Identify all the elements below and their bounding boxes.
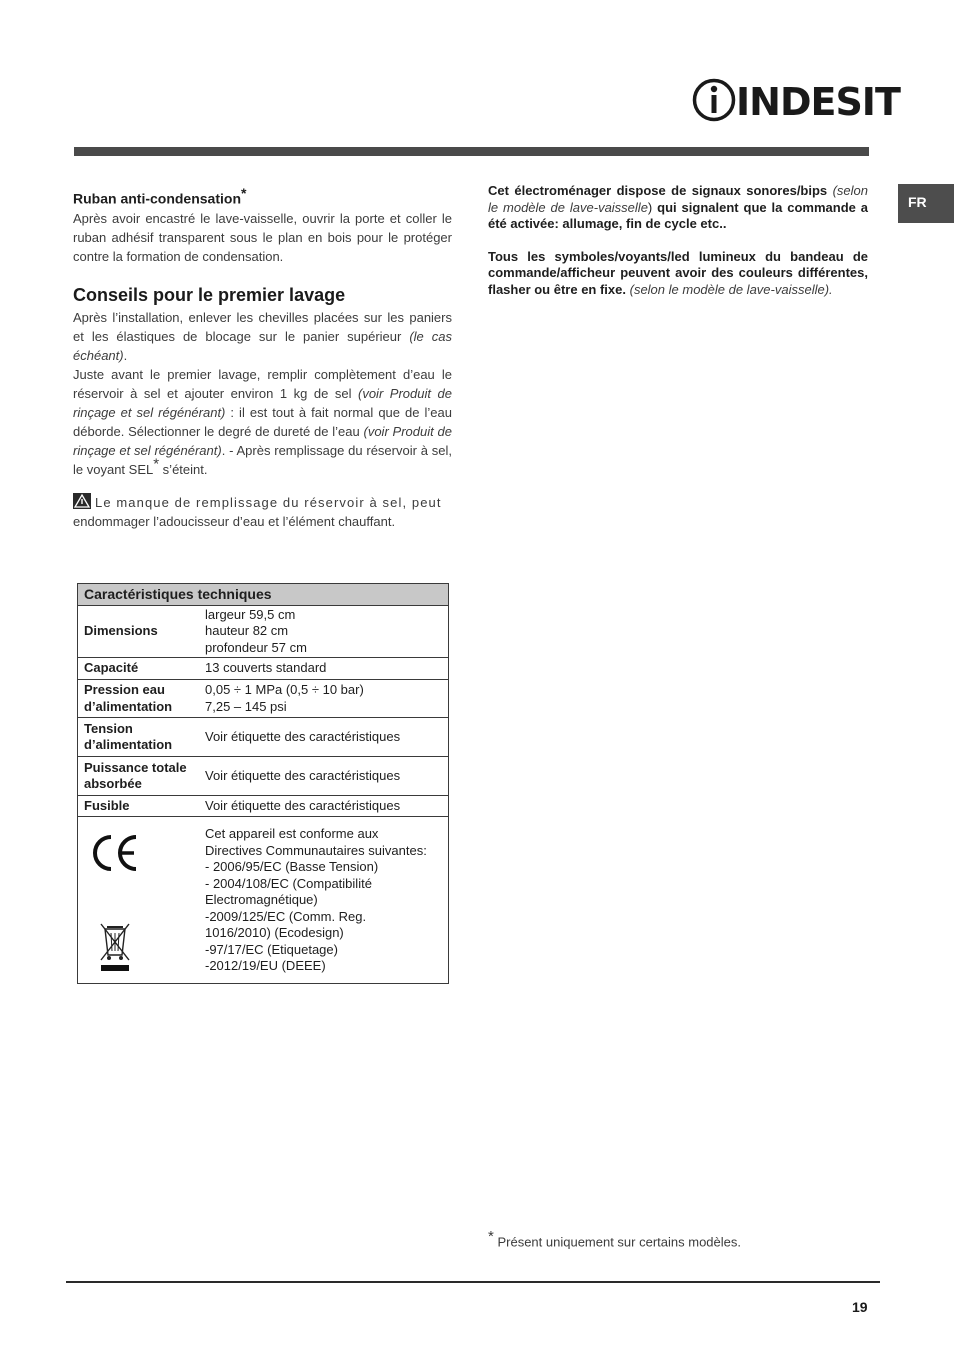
spec-key: Dimensions (78, 606, 200, 658)
spec-value: Voir étiquette des caractéristiques (199, 796, 449, 817)
table-row (78, 606, 449, 658)
bottom-divider (66, 1281, 880, 1283)
top-divider (74, 147, 869, 156)
left-column (73, 183, 452, 531)
table-header-row (78, 584, 449, 606)
table-row (78, 718, 449, 757)
spec-key: Puissance totale absorbée (78, 757, 200, 796)
footnote: * Présent uniquement sur certains modèles. (488, 1228, 741, 1250)
page-number: 19 (852, 1299, 868, 1315)
spec-key: Tension d’alimentation (78, 718, 200, 757)
signals-paragraph: Cet électroménager dispose de signaux sonores/bips (selon le modèle de lave-vaisselle) qui signalent que la commande a été activée: allumage, fin de cycle etc.. (488, 183, 868, 231)
compliance-text: Cet appareil est conforme aux Directives Communautaires suivantes: - 2006/95/EC (Basse Tension) - 2004/108/EC (Compatibilité Electromagnétique) -2009/125/EC (Comm. Reg. 1016/2010) (Ecodesign) -97/17/EC (Etiquetage) -2012/19/EU (DEEE) (199, 817, 449, 984)
table-row (78, 680, 449, 718)
table-row (78, 658, 449, 680)
indesit-i-logo (692, 76, 736, 124)
ruban-text: Après avoir encastré le lave-vaisselle, ouvrir la porte et coller le ruban adhésif transparent sous le plan en bois pour le protéger contre la formation de condensation. (73, 210, 452, 264)
symbols-paragraph: Tous les symboles/voyants/led lumineux du bandeau de commande/afficheur peuvent avoir des couleurs différentes, flasher ou être en fixe. (selon le modèle de lave-vaisselle). (488, 248, 868, 297)
spec-value: 13 couverts standard (199, 658, 449, 680)
spec-key: Fusible (78, 796, 200, 817)
conseils-title: Conseils pour le premier lavage (73, 284, 346, 305)
compliance-icons (78, 817, 200, 984)
conseils-paragraph-1: Après l’installation, enlever les chevilles placées sur les paniers et les élastiques de blocage sur le panier supérieur (le cas échéant). (73, 309, 453, 363)
spec-table (77, 583, 449, 984)
spec-key: Capacité (78, 658, 200, 680)
ce-mark-icon (90, 833, 140, 873)
spec-value: Voir étiquette des caractéristiques (199, 718, 449, 757)
table-row (78, 757, 449, 796)
right-column (488, 183, 868, 314)
spec-key: Pression eau d’alimentation (78, 680, 200, 718)
warning-triangle-icon (73, 493, 91, 509)
spec-value: Voir étiquette des caractéristiques (199, 757, 449, 796)
compliance-row (78, 817, 449, 984)
brand-name: INDESIT (736, 80, 900, 124)
table-header: Caractéristiques techniques (78, 584, 449, 606)
brand-logo (692, 76, 900, 124)
language-tab: FR (898, 184, 954, 223)
conseils-paragraph-2: Juste avant le premier lavage, remplir complètement d’eau le réservoir à sel et ajouter environ 1 kg de sel (voir Produit de rinçage et sel régénérant) : il est tout à fait normal que de l’eau déborde. Sélectionner le degré de dureté de l’eau (voir Produit de rinçage et sel régénérant). - Après remplissage du réservoir à sel, le voyant SEL* s’éteint. (73, 366, 452, 477)
table-row (78, 796, 449, 817)
weee-crossed-bin-icon (98, 921, 132, 971)
ruban-title: Ruban anti-condensation* (73, 185, 247, 207)
spec-value: largeur 59,5 cm hauteur 82 cm profondeur 57 cm (199, 606, 449, 658)
warning-note: Le manque de remplissage du réservoir à sel, peut endommager l’adoucisseur d’eau et l’élément chauffant. (73, 494, 442, 529)
spec-value: 0,05 ÷ 1 MPa (0,5 ÷ 10 bar) 7,25 – 145 psi (199, 680, 449, 718)
